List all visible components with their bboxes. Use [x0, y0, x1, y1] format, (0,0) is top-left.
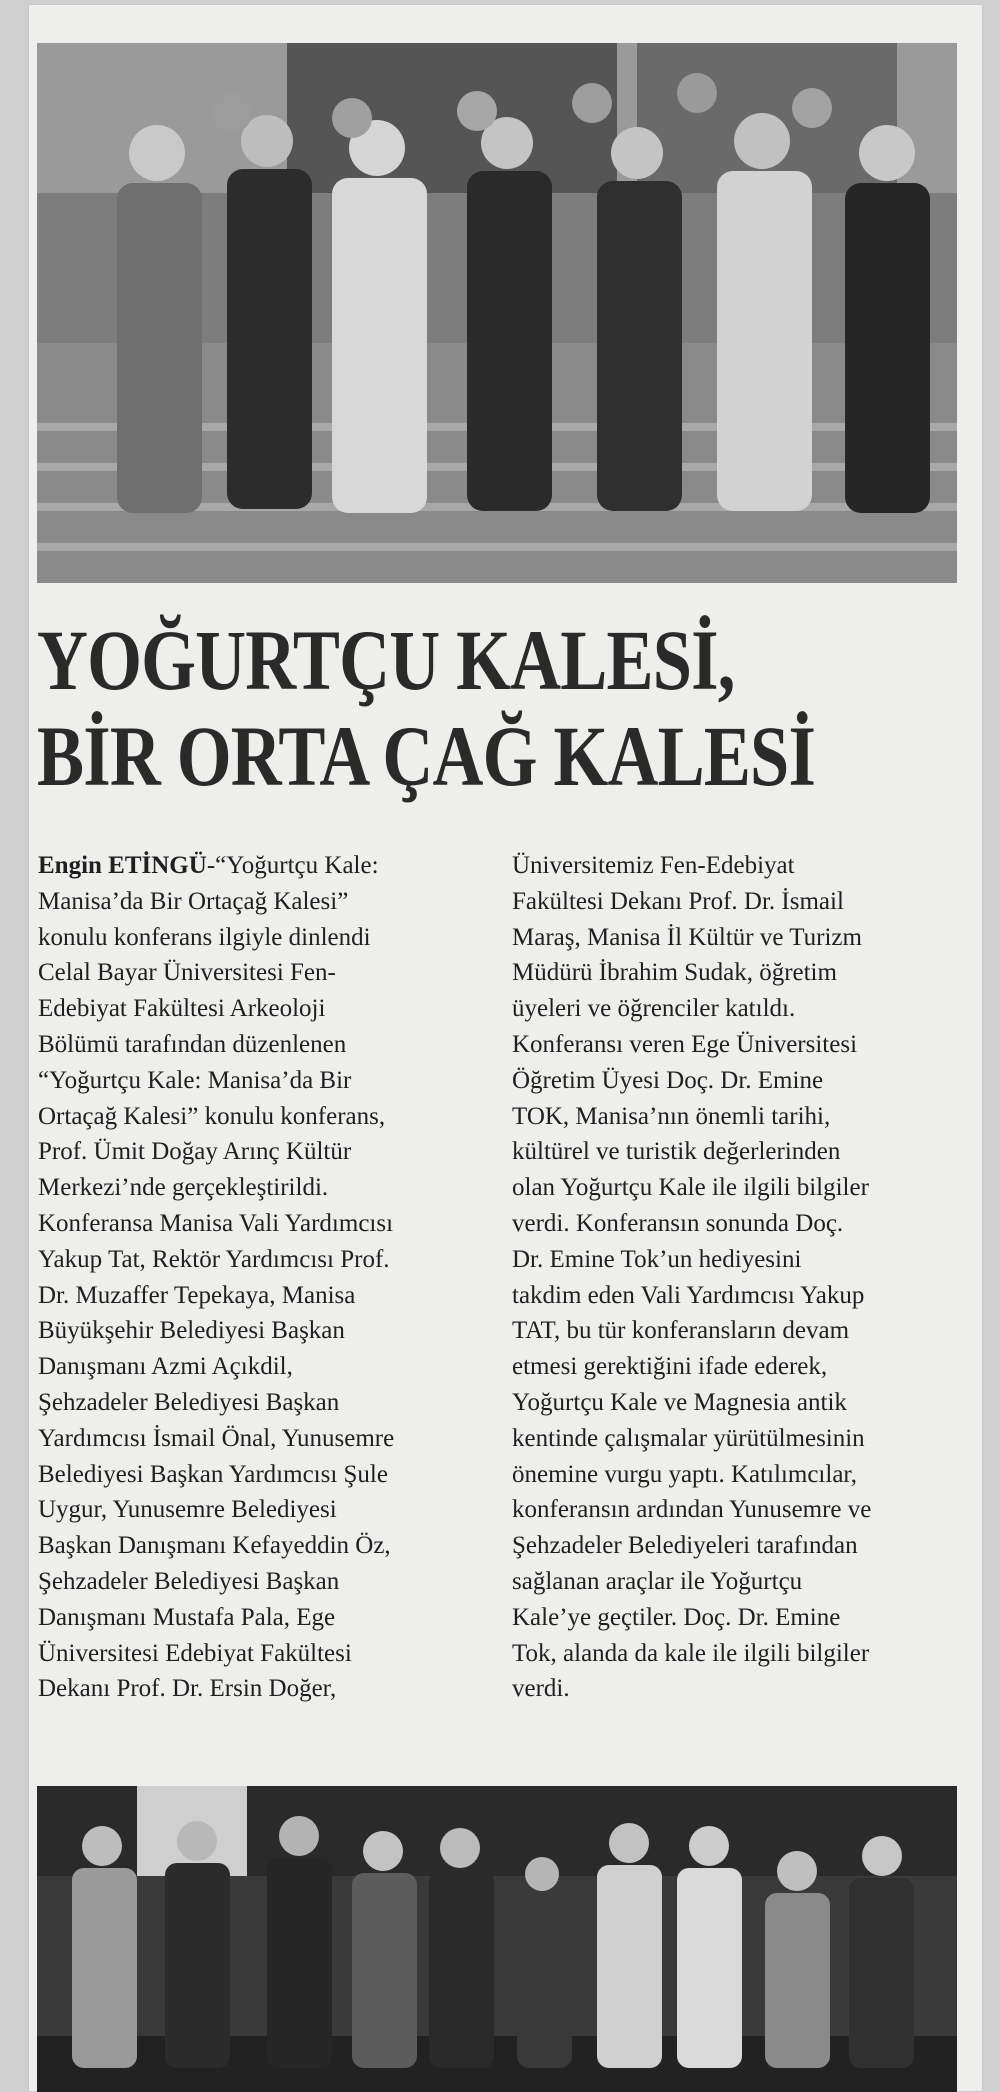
column-2-line: Şehzadeler Belediyeleri tarafından: [512, 1532, 858, 1560]
column-1-line: Belediyesi Başkan Yardımcısı Şule: [38, 1460, 388, 1488]
column-2-line: önemine vurgu yaptı. Katılımcılar,: [512, 1460, 857, 1488]
column-1-line: “Yoğurtçu Kale: Manisa’da Bir: [38, 1066, 352, 1094]
column-1-line: Şehzadeler Belediyesi Başkan: [38, 1388, 340, 1416]
column-2-line: olan Yoğurtçu Kale ile ilgili bilgiler: [512, 1174, 869, 1202]
column-1-line: Dekanı Prof. Dr. Ersin Doğer,: [38, 1675, 337, 1703]
column-1-line: Şehzadeler Belediyesi Başkan: [38, 1567, 340, 1595]
column-1-line: konulu konferans ilgiyle dinlendi: [38, 923, 371, 951]
column-2-line: kültürel ve turistik değerlerinden: [512, 1138, 841, 1166]
column-2-line: Öğretim Üyesi Doç. Dr. Emine: [512, 1066, 824, 1094]
column-2-line: takdim eden Vali Yardımcısı Yakup: [512, 1281, 865, 1309]
column-2-line: konferansın ardından Yunusemre ve: [512, 1496, 872, 1524]
column-2-line: verdi. Konferansın sonunda Doç.: [512, 1209, 844, 1237]
column-2-line: TOK, Manisa’nın önemli tarihi,: [512, 1102, 831, 1130]
column-1-line: Uygur, Yunusemre Belediyesi: [38, 1496, 337, 1524]
column-2-line: Maraş, Manisa İl Kültür ve Turizm: [512, 923, 862, 951]
column-2-line: Fakültesi Dekanı Prof. Dr. İsmail: [512, 887, 844, 915]
column-2-line: üyeleri ve öğrenciler katıldı.: [512, 995, 796, 1023]
column-2-line: Müdürü İbrahim Sudak, öğretim: [512, 959, 837, 987]
column-2-line: Üniversitemiz Fen-Edebiyat: [512, 852, 795, 879]
column-1-line: Danışmanı Mustafa Pala, Ege: [38, 1603, 336, 1631]
column-1-line-1: [38, 848, 468, 884]
column-1-line: Ortaçağ Kalesi” konulu konferans,: [38, 1102, 386, 1130]
bottom-group-photo: [37, 1786, 957, 2092]
column-1-line: Merkezi’nde gerçekleştirildi.: [38, 1174, 329, 1202]
column-1-line: Yardımcısı İsmail Önal, Yunusemre: [38, 1424, 395, 1452]
column-1-line: Başkan Danışmanı Kefayeddin Öz,: [38, 1532, 391, 1560]
headline-line-1: YOĞURTÇU KALESİ,: [37, 612, 735, 708]
column-1-line: Dr. Muzaffer Tepekaya, Manisa: [38, 1281, 356, 1309]
column-1-line: Celal Bayar Üniversitesi Fen-: [38, 959, 336, 987]
column-1-line: Bölümü tarafından düzenlenen: [38, 1030, 347, 1058]
top-group-photo-image: [37, 43, 957, 583]
column-2-line: Kale’ye geçtiler. Doç. Dr. Emine: [512, 1603, 841, 1631]
column-1-line: Büyükşehir Belediyesi Başkan: [38, 1317, 345, 1345]
column-2-line: Tok, alanda da kale ile ilgili bilgiler: [512, 1639, 870, 1667]
column-2-line: kentinde çalışmalar yürütülmesinin: [512, 1424, 865, 1452]
column-1-line: Yakup Tat, Rektör Yardımcısı Prof.: [38, 1245, 390, 1273]
column-1-line: Konferansa Manisa Vali Yardımcısı: [38, 1209, 394, 1237]
column-2-line: etmesi gerektiğini ifade ederek,: [512, 1353, 828, 1381]
headline-line-2: BİR ORTA ÇAĞ KALESİ: [37, 708, 816, 804]
column-1-line: Edebiyat Fakültesi Arkeoloji: [38, 995, 326, 1023]
author-byline: Engin ETİNGÜ: [38, 852, 207, 879]
column-1-line: Danışmanı Azmi Açıkdil,: [38, 1353, 293, 1381]
column-1-line: Manisa’da Bir Ortaçağ Kalesi”: [38, 887, 349, 915]
top-group-photo: [37, 43, 957, 583]
column-1-line: Prof. Ümit Doğay Arınç Kültür: [38, 1138, 352, 1166]
column-1-line-1-text: -“Yoğurtçu Kale:: [206, 852, 379, 879]
article-headline: [37, 612, 816, 804]
column-2-line: Konferansı veren Ege Üniversitesi: [512, 1030, 858, 1058]
column-2-line: Dr. Emine Tok’un hediyesini: [512, 1245, 802, 1273]
column-1-line: Üniversitesi Edebiyat Fakültesi: [38, 1639, 352, 1667]
column-2-line: verdi.: [512, 1675, 570, 1703]
column-2-line: Yoğurtçu Kale ve Magnesia antik: [512, 1388, 847, 1416]
article-column-2: [512, 848, 942, 1707]
article-column-1: [38, 848, 468, 1707]
column-2-line: sağlanan araçlar ile Yoğurtçu: [512, 1567, 803, 1595]
column-2-line: TAT, bu tür konferansların devam: [512, 1317, 850, 1345]
bottom-group-photo-image: [37, 1786, 957, 2092]
